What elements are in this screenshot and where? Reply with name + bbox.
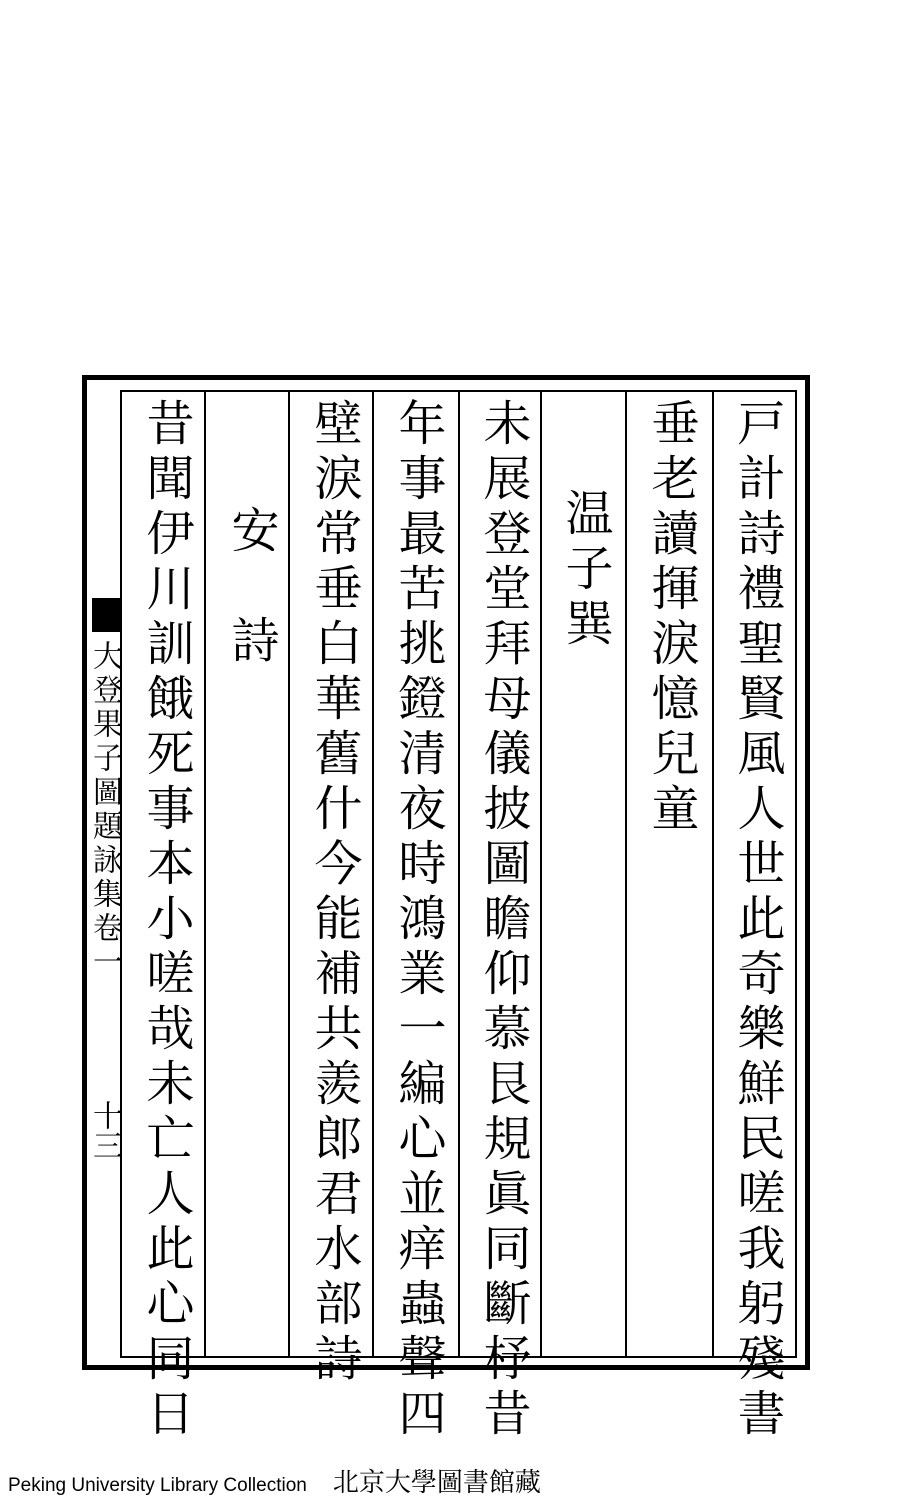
column-rule — [712, 392, 714, 1356]
column-rule — [458, 392, 460, 1356]
text-column-7: 安 詩 — [223, 505, 279, 670]
text-column-1: 戸計詩禮聖賢風人世此奇樂鮮民嗟我躬殘書 — [729, 398, 785, 1443]
collection-footer — [8, 1462, 541, 1499]
column-rule — [540, 392, 542, 1356]
fishtail-mark — [92, 598, 120, 632]
column-rule — [625, 392, 627, 1356]
text-column-3: 温子巽 — [557, 488, 613, 653]
text-column-5: 年事最苦挑鐙清夜時鴻業一編心並痒蟲聲四 — [390, 398, 446, 1443]
footer-english: Peking University Library Collection — [8, 1475, 307, 1496]
text-column-8: 昔聞伊川訓餓死事本小嗟哉未亡人此心同日 — [138, 398, 194, 1443]
page-number: 十三 — [87, 1100, 122, 1160]
column-rule — [204, 392, 206, 1356]
book-title-fold: 大登果子圖題詠集卷一 — [87, 640, 122, 980]
text-column-2: 垂老讀揮淚憶兒童 — [643, 398, 699, 838]
text-column-4: 未展登堂拜母儀披圖瞻仰慕艮規眞同斷杼昔 — [475, 398, 531, 1443]
column-rule — [372, 392, 374, 1356]
text-column-6: 壁淚常垂白華舊什今能補共羨郎君水部詩 — [306, 398, 362, 1388]
footer-chinese: 北京大學圖書館藏 — [332, 1468, 541, 1498]
column-rule — [288, 392, 290, 1356]
